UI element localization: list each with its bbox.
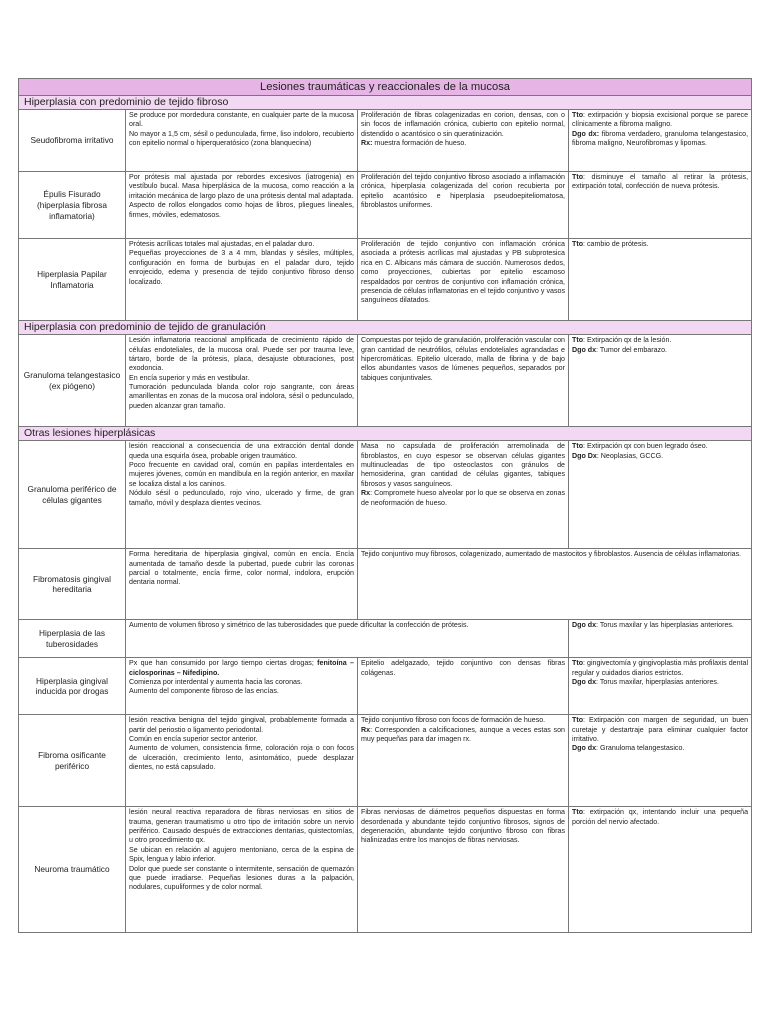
text: : Compromete hueso alveolar por lo que se observa en zonas de neoformación de hueso. <box>361 489 565 507</box>
histology-cell <box>358 658 569 715</box>
text: Proliferación de tejido conjuntivo con inflamación crónica asociada a prótesis acrílicas mal ajustadas y PB subprotesica rica en C. Albicans más cámara de succión. Numerosos dedos, como proyecciones, cubiertas por epitelio escamoso respaldados por centros de conjuntivo con inflamación crónica, presencia de células inflamatorias en el tejido conjuntivo y vasos sanguíneos dilatados. <box>361 240 565 305</box>
paragraph <box>361 716 565 725</box>
paragraph <box>572 111 748 130</box>
lesion-name: Hiperplasia gingival inducida por drogas <box>19 658 126 715</box>
text: : Torus maxilar y las hiperplasias anteriores. <box>596 621 734 630</box>
text: : Extirpación con margen de seguridad, un buen curetaje y destartraje para eliminar cualquier factor irritativo. <box>572 716 749 744</box>
label-bold: Rx <box>361 725 371 734</box>
treatment-cell <box>569 239 752 321</box>
section-row <box>19 96 752 110</box>
table-row <box>19 620 752 658</box>
clinical-cell <box>126 441 358 549</box>
paragraph: Se produce por mordedura constante, en cualquier parte de la mucosa oral. <box>129 111 354 129</box>
table-row <box>19 658 752 715</box>
label-bold: Rx: <box>361 139 373 148</box>
section-heading: Hiperplasia con predominio de tejido de granulación <box>19 321 752 335</box>
section-heading: Otras lesiones hiperplásicas <box>19 427 752 441</box>
paragraph: No mayor a 1,5 cm, sésil o pedunculada, firme, liso indoloro, recubierto con epitelio normal o hiperqueratósico (zona blanquecina) <box>129 129 354 148</box>
paragraph: Lesión inflamatoria reaccional amplificada de crecimiento rápido de células endoteliales, de la mucosa oral. Puede ser por trauma leve, tártaro, borde de la prótesis, placa, desajuste obturaciones, post exodoncia. <box>129 336 354 373</box>
paragraph <box>572 659 748 678</box>
text: : Neoplasias, GCCG. <box>596 451 664 460</box>
histology-cell <box>358 807 569 933</box>
lesion-name: Fibroma osificante periférico <box>19 715 126 807</box>
treatment-cell <box>569 658 752 715</box>
lesion-name: Hiperplasia Papilar Inflamatoria <box>19 239 126 321</box>
treatment-cell <box>569 807 752 933</box>
paragraph <box>361 336 565 383</box>
lesion-name: Granuloma telangestasico (ex piógeno) <box>19 335 126 427</box>
paragraph: lesión neural reactiva reparadora de fibras nerviosas en sitios de trauma, generan traumatismo u otro tipo de irritación sobre un nervio periférico. Causado después de extracciones dentarias, quistectomías, u otro procedimiento qx. <box>129 808 354 845</box>
table-row <box>19 110 752 172</box>
lesion-name: Fibromatosis gingival hereditaria <box>19 549 126 620</box>
label-bold: Dgo dx <box>572 621 597 630</box>
clinical-cell <box>126 239 358 321</box>
text: Proliferación del tejido conjuntivo fibroso asociado a inflamación crónica, hiperplasia colagenizada del corion recubierta por epitelio acantósico e hiperplasia pseudoepiteliomatosa, fibroblastos uniformes. <box>361 173 565 210</box>
section-heading: Hiperplasia con predominio de tejido fibroso <box>19 96 752 110</box>
section-row <box>19 321 752 335</box>
histology-cell <box>358 110 569 172</box>
label-bold: Tto <box>572 716 584 725</box>
label-bold: Dgo dx <box>572 678 597 687</box>
lesions-table <box>18 78 752 933</box>
text: : disminuye el tamaño al retirar la prótesis, extirpación total, confección de nueva prótesis. <box>572 173 749 191</box>
paragraph: Aumento de volumen, consistencia firme, coloración roja o con focos de ulceración, crecimiento lento, asintomático, puede desplazar dientes, no está capsulado. <box>129 744 354 772</box>
text: Px que han consumido por largo tiempo ciertas drogas; <box>129 659 318 668</box>
paragraph <box>361 111 565 139</box>
clinical-cell <box>126 549 358 620</box>
paragraph <box>572 173 748 192</box>
paragraph: Tumoración pedunculada blanda color rojo sangrante, con áreas amarillentas en zonas de la mucosa oral indolora, sésil o pedunculado, pueden alcanzar gran tamaño. <box>129 383 354 410</box>
paragraph: Por prótesis mal ajustada por rebordes excesivos (iatrogenia) en vestíbulo bucal. Masa hiperplásica de la mucosa, como reacción a la irritación mecánica de largo plazo de una prótesis dental mal adaptada. <box>129 173 354 200</box>
paragraph: Se ubican en relación al agujero mentoniano, cerca de la espina de Spix, lengua y labio inferior. <box>129 845 354 864</box>
text: Proliferación de fibras colagenizadas en corion, densas, con o sin focos de inflamación crónica, cubierto con epitelio normal, distendido o acantósico o sin queratinización. <box>361 111 565 138</box>
text: : Extirpación qx con buen legrado óseo. <box>583 442 708 451</box>
text: Compuestas por tejido de granulación, proliferación vascular con gran cantidad de neutrófilos, células endoteliales agrandadas e hipercromáticas. Epitelio ulcerado, malla de fibrina y de bajo ellos abundantes vasos de lúmenes pequeños, separados por tabiques conjuntivales. <box>361 336 565 382</box>
table-row <box>19 715 752 807</box>
text: : extirpación qx, intentando incluir una pequeña porción del nervio afectado. <box>572 808 749 826</box>
text: Masa no capsulada de proliferación arremolinada de fibroblastos, en cuyo espesor se observan células gigantes multinucleadas de tipo osteoclastos con gránulos de hemosiderina, gran cantidad de células gigantes, tabiques fibrosos y vasos sanguíneos. <box>361 442 565 488</box>
paragraph <box>361 442 565 489</box>
text: muestra formación de hueso. <box>372 139 467 148</box>
paragraph: Aspecto de rollos elongados como hojas de libros, pliegues lineales, firmes, móviles, edematosos. <box>129 201 354 219</box>
clinical-cell <box>126 658 358 715</box>
label-bold: Tto <box>572 442 584 451</box>
treatment-cell <box>569 441 752 549</box>
paragraph <box>572 130 748 149</box>
paragraph <box>572 336 748 345</box>
paragraph <box>572 442 748 451</box>
paragraph <box>572 744 748 753</box>
label-bold: Tto <box>572 111 584 120</box>
lesion-name: Hiperplasia de las tuberosidades <box>19 620 126 658</box>
table-title: Lesiones traumáticas y reaccionales de la mucosa <box>19 79 752 96</box>
paragraph <box>361 726 565 745</box>
label-bold: Tto <box>572 173 584 182</box>
lesion-name: Neuroma traumático <box>19 807 126 933</box>
paragraph: Prótesis acrílicas totales mal ajustadas, en el paladar duro. <box>129 240 315 249</box>
treatment-cell <box>569 620 752 658</box>
treatment-cell <box>569 110 752 172</box>
histology-cell <box>358 715 569 807</box>
paragraph: Pequeñas proyecciones de 3 a 4 mm, blandas y sésiles, múltiples, configuración en forma de burbujas en el paladar duro, tejido enrojecido, edema y presencia de tejido conjuntivo fibroso denso localizado. <box>129 249 354 286</box>
paragraph <box>572 346 748 355</box>
text: : extirpación y biopsia excisional porque se parece clínicamente a fibroma maligno. <box>572 111 749 129</box>
clinical-cell <box>126 807 358 933</box>
paragraph: Poco frecuente en cavidad oral, común en papilas interdentales en mujeres jóvenes, común en mandíbula en la región anterior, en maxilar se localiza distal a los caninos. <box>129 461 354 488</box>
treatment-cell <box>569 335 752 427</box>
label-bold: Tto <box>572 240 584 249</box>
paragraph <box>572 452 748 461</box>
histology-cell <box>358 441 569 549</box>
label-bold: Dgo dx: <box>572 129 600 138</box>
table-row <box>19 807 752 933</box>
label-bold: Rx <box>361 489 371 498</box>
text: : Torus maxilar, hiperplasias anteriores. <box>596 678 719 687</box>
text: : Tumor del embarazo. <box>596 345 668 354</box>
paragraph <box>572 716 748 744</box>
treatment-cell <box>569 172 752 239</box>
paragraph <box>129 659 354 678</box>
paragraph: Común en encía superior sector anterior. <box>129 735 258 744</box>
paragraph <box>361 489 565 508</box>
paragraph: Comienza por interdental y aumenta hacia las coronas. <box>129 678 303 687</box>
table-row <box>19 549 752 620</box>
paragraph <box>361 240 565 306</box>
clinical-cell <box>126 110 358 172</box>
text: : Extirpación qx de la lesión. <box>583 336 672 345</box>
text: Epitelio adelgazado, tejido conjuntivo con densas fibras colágenas. <box>361 659 565 677</box>
paragraph <box>361 659 565 678</box>
table-row <box>19 239 752 321</box>
clinical-cell <box>126 715 358 807</box>
lesion-name: Granuloma periférico de células gigantes <box>19 441 126 549</box>
text: : Corresponden a calcificaciones, aunque a veces estas son muy pequeñas para dar imagen rx. <box>361 725 565 744</box>
text: : Granuloma telangestasico. <box>596 744 685 753</box>
paragraph <box>572 621 748 630</box>
clinical-cell <box>126 335 358 427</box>
table-row <box>19 441 752 549</box>
clinical-cell <box>126 172 358 239</box>
paragraph: Dolor que puede ser constante o intermitente, sensación de quemazón que puede irradiarse. Pequeñas lesiones duras a la palpación, nodulares, cupuliformes y de color normal. <box>129 864 354 892</box>
label-bold: Tto <box>572 659 584 668</box>
text: Fibras nerviosas de diámetros pequeños dispuestas en forma desordenada y abundante tejido conjuntivo fibrosos, signos de degeneración, abundante tejido conjuntivo fibroso con fibras hialinizadas entre los manojos de fibras nerviosas. <box>361 808 565 845</box>
paragraph: Aumento del componente fibroso de las encías. <box>129 687 279 696</box>
histology-cell <box>358 335 569 427</box>
paragraph: lesión reactiva benigna del tejido gingival, probablemente formada a partir del periostio o ligamento periodontal. <box>129 716 354 734</box>
label-bold: Dgo dx <box>572 744 597 753</box>
paragraph <box>572 240 748 249</box>
paragraph: Forma hereditaria de hiperplasia gingival, común en encía. Encía aumentada de tamaño desde la pubertad, puede cubrir las coronas parcial o totalmente, encía firme, color normal, indolora, erupción dentaria normal. <box>129 550 354 587</box>
paragraph <box>361 173 565 210</box>
text: Tejido conjuntivo fibroso con focos de formación de hueso. <box>361 716 546 725</box>
lesion-name: Seudofibroma irritativo <box>19 110 126 172</box>
lesion-name: Épulis Fisurado (hiperplasia fibrosa inflamatoria) <box>19 172 126 239</box>
table-row <box>19 335 752 427</box>
text: : gingivectomía y gingivoplastia más profilaxis dental regular y cuidados diarios estrictos. <box>572 659 749 677</box>
text: fibroma verdadero, granuloma telangestasico, fibroma maligno, Neurofibromas y lipomas. <box>572 129 749 148</box>
histology-cell <box>358 172 569 239</box>
paragraph: En encía superior y más en vestibular. <box>129 373 250 382</box>
bold-text: fenitoína – ciclosporinas – Nifedipino. <box>129 659 354 677</box>
treatment-cell <box>569 715 752 807</box>
histology-cell: Tejido conjuntivo muy fibrosos, colagenizado, aumentado de mastocitos y fibroblastos. Ausencia de células inflamatorias. <box>358 549 752 620</box>
paragraph <box>572 678 748 687</box>
label-bold: Dgo dx <box>572 345 597 354</box>
paragraph <box>572 808 748 827</box>
histology-cell <box>358 239 569 321</box>
label-bold: Dgo Dx <box>572 451 597 460</box>
label-bold: Tto <box>572 336 584 345</box>
paragraph <box>361 139 565 148</box>
section-row <box>19 427 752 441</box>
label-bold: Tto <box>572 808 584 817</box>
table-row <box>19 172 752 239</box>
text: : cambio de prótesis. <box>583 240 649 249</box>
description-cell: Aumento de volumen fibroso y simétrico de las tuberosidades que puede dificultar la confección de prótesis. <box>126 620 569 658</box>
paragraph: lesión reaccional a consecuencia de una extracción dental donde queda una esquirla ósea, probable origen traumático. <box>129 442 354 460</box>
paragraph: Nódulo sésil o pedunculado, rojo vino, ulcerado y firme, de gran tamaño, móvil y desplaza dientes vecinos. <box>129 489 354 507</box>
paragraph <box>361 808 565 845</box>
